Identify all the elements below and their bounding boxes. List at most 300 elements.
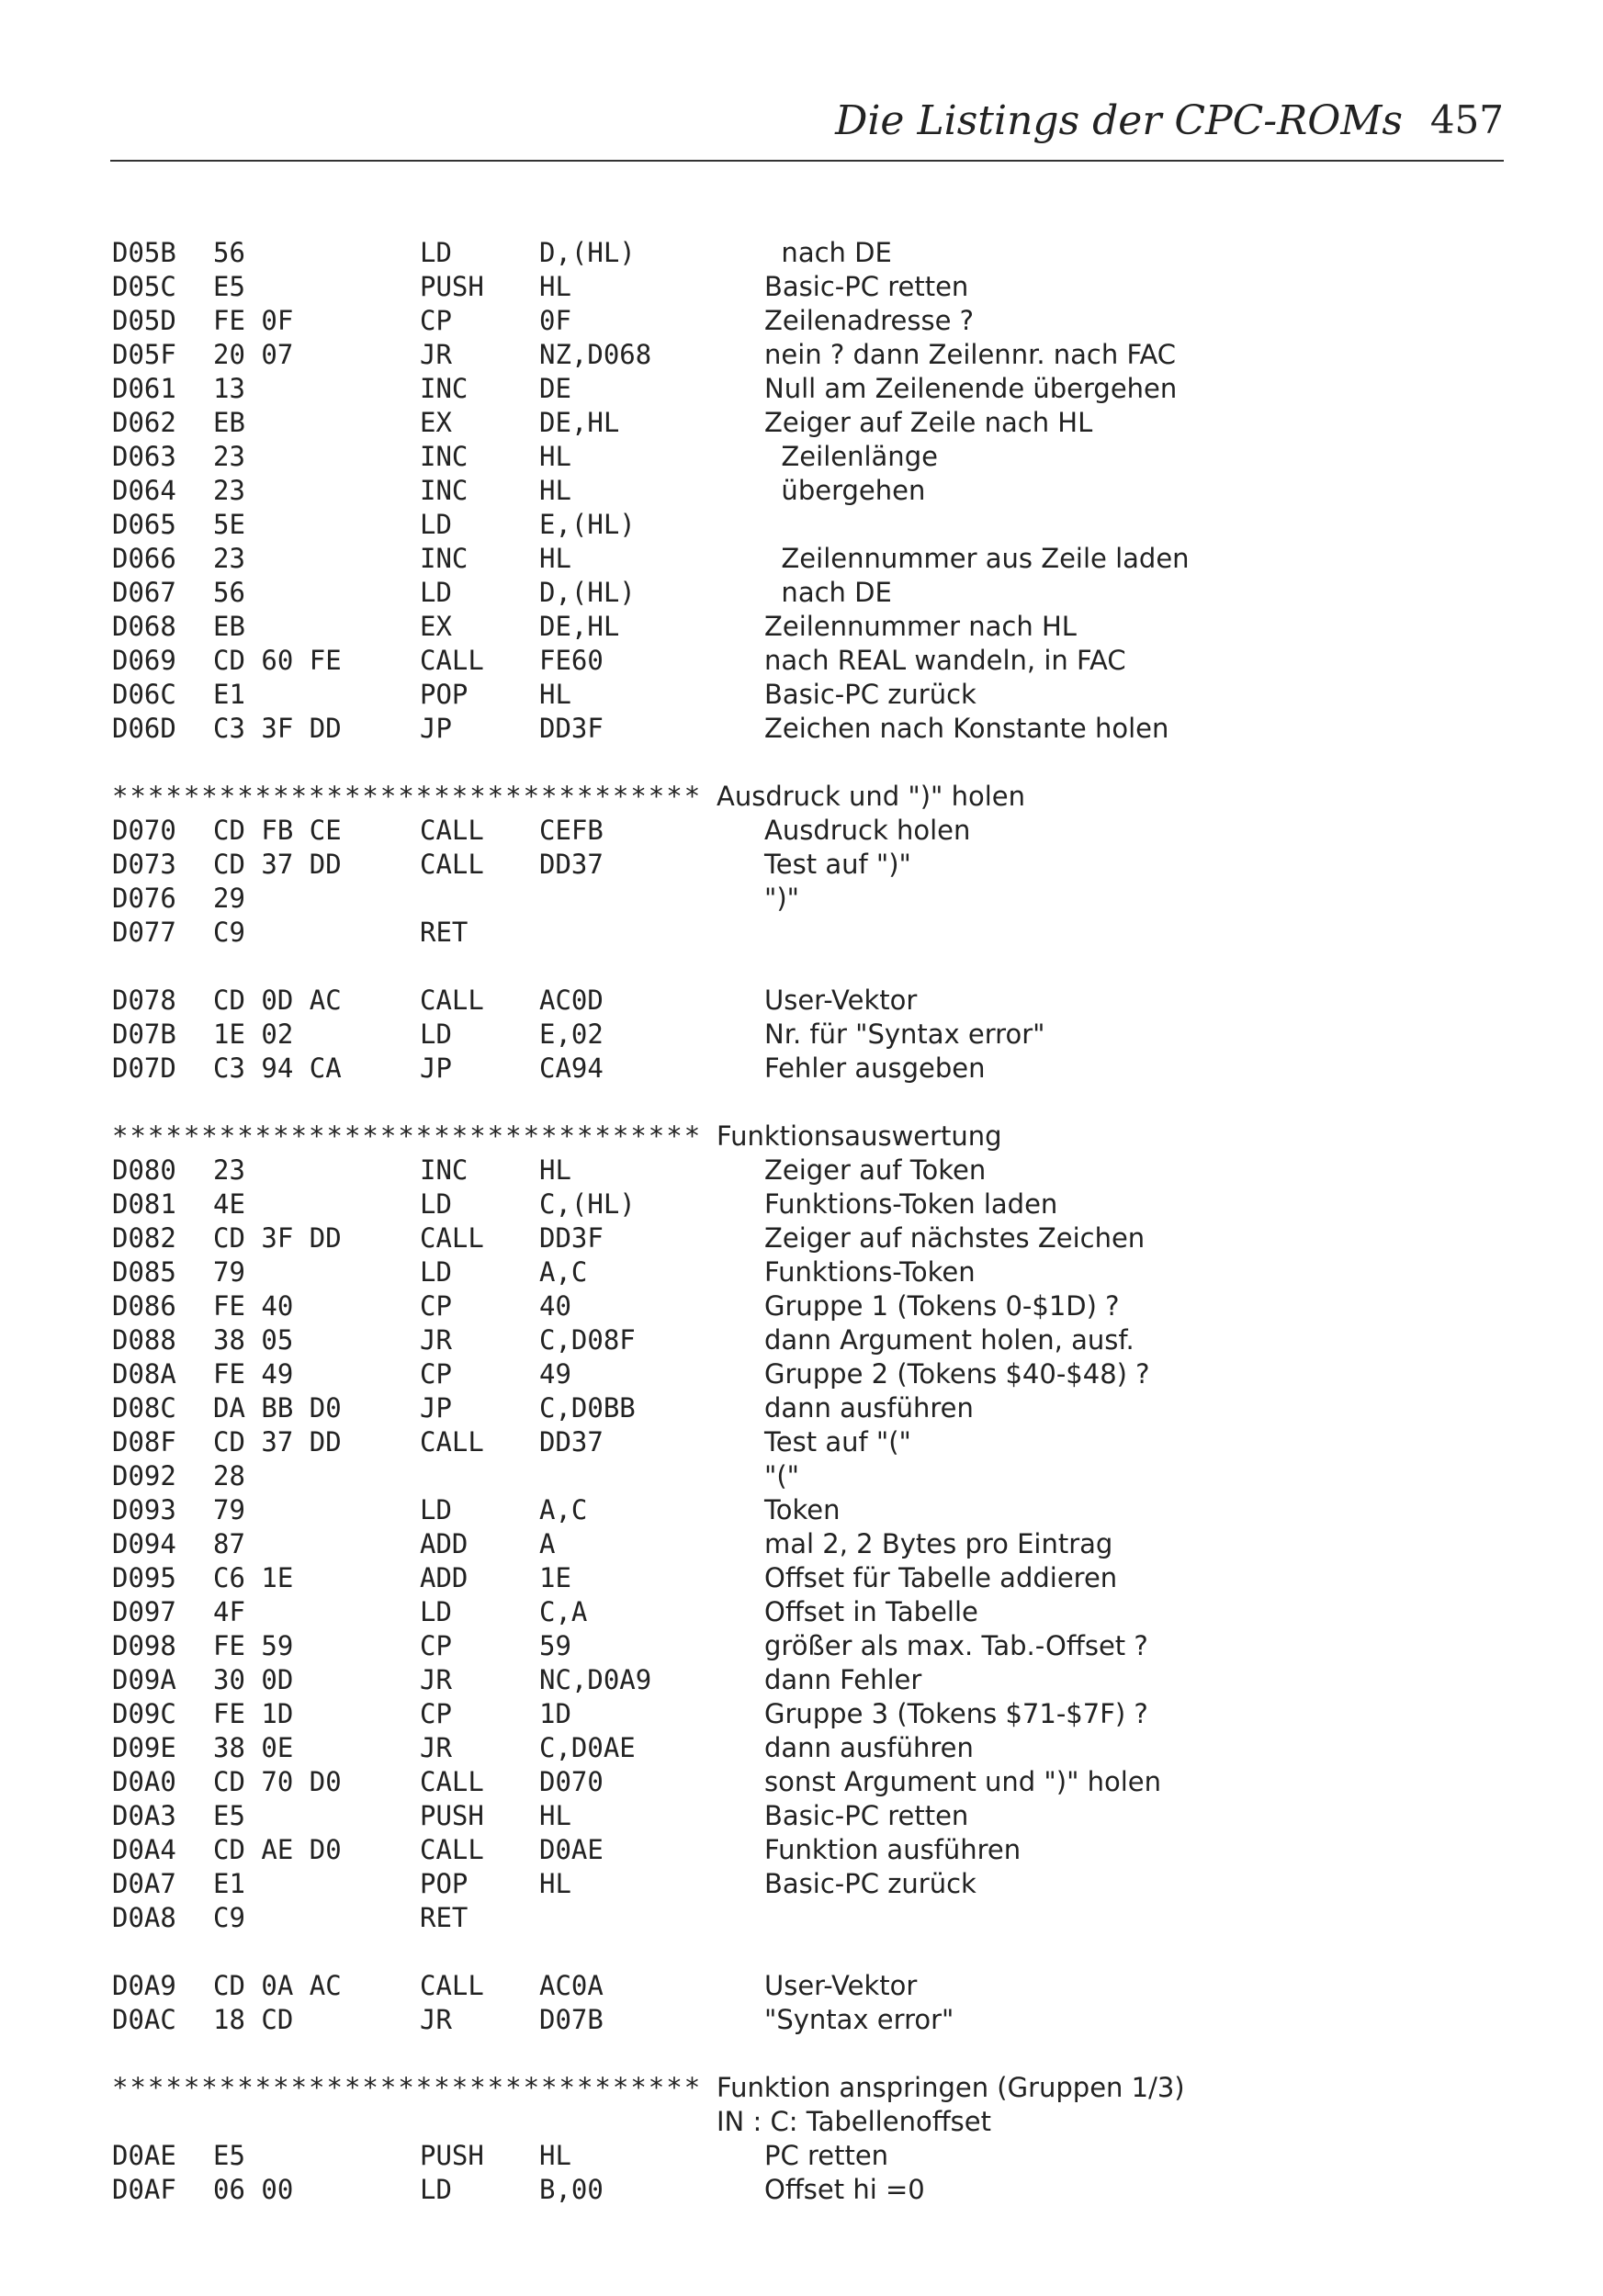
opcode-bytes: 56 [213, 237, 245, 268]
mnemonic: POP [420, 679, 468, 710]
code-line [112, 1460, 1490, 1494]
address: D09E [112, 1732, 176, 1763]
address: D05F [112, 339, 176, 370]
code-line [112, 1834, 1490, 1868]
code-line [112, 1868, 1490, 1902]
operand: C,(HL) [539, 1188, 636, 1220]
operand: AC0A [539, 1970, 604, 2001]
operand: 49 [539, 1358, 571, 1390]
opcode-bytes: 38 0E [213, 1732, 294, 1763]
comment: User-Vektor [764, 1970, 918, 2001]
mnemonic: ADD [420, 1562, 468, 1593]
opcode-bytes: 1E 02 [213, 1019, 294, 1050]
code-line [112, 1528, 1490, 1562]
blank-line [112, 1086, 1490, 1120]
address: D092 [112, 1460, 176, 1491]
mnemonic: CALL [420, 1426, 484, 1458]
address: D0A7 [112, 1868, 176, 1899]
code-line [112, 1970, 1490, 2004]
mnemonic: INC [420, 373, 468, 404]
address: D08A [112, 1358, 176, 1390]
opcode-bytes: 30 0D [213, 1664, 294, 1695]
mnemonic: CALL [420, 1766, 484, 1797]
address: D064 [112, 475, 176, 506]
comment: nach DE [764, 237, 892, 268]
code-line [112, 1698, 1490, 1732]
address: D073 [112, 849, 176, 880]
comment: Ausdruck holen [764, 815, 971, 846]
code-line [112, 1324, 1490, 1358]
address: D070 [112, 815, 176, 846]
blank-line [112, 1936, 1490, 1970]
comment: Zeiger auf nächstes Zeichen [764, 1222, 1146, 1254]
comment: "(" [764, 1460, 799, 1491]
page-number: 457 [1429, 97, 1504, 142]
operand: NZ,D068 [539, 339, 652, 370]
address: D077 [112, 917, 176, 948]
address: D09C [112, 1698, 176, 1729]
code-line [112, 441, 1490, 475]
address: D05B [112, 237, 176, 268]
opcode-bytes: EB [213, 611, 245, 642]
mnemonic: INC [420, 441, 468, 472]
mnemonic: PUSH [420, 2140, 484, 2171]
comment: Offset in Tabelle [764, 1596, 978, 1627]
operand: HL [539, 543, 571, 574]
opcode-bytes: C6 1E [213, 1562, 294, 1593]
opcode-bytes: E5 [213, 1800, 245, 1831]
comment: Zeilenadresse ? [764, 305, 975, 336]
operand: HL [539, 441, 571, 472]
mnemonic: LD [420, 509, 452, 540]
separator-stars: ********************************* [112, 781, 703, 812]
mnemonic: ADD [420, 1528, 468, 1559]
operand: DE [539, 373, 571, 404]
comment: Zeiger auf Zeile nach HL [764, 407, 1093, 438]
code-line [112, 1902, 1490, 1936]
address: D065 [112, 509, 176, 540]
opcode-bytes: 28 [213, 1460, 245, 1491]
opcode-bytes: 56 [213, 577, 245, 608]
operand: D07B [539, 2004, 604, 2035]
operand: DD37 [539, 1426, 604, 1458]
mnemonic: LD [420, 1256, 452, 1288]
opcode-bytes: 4F [213, 1596, 245, 1627]
code-line [112, 645, 1490, 679]
code-line [112, 1052, 1490, 1086]
code-line [112, 679, 1490, 713]
comment: PC retten [764, 2140, 889, 2171]
code-line [112, 1256, 1490, 1290]
code-line [112, 1596, 1490, 1630]
code-line [112, 305, 1490, 339]
code-line [112, 543, 1490, 577]
mnemonic: PUSH [420, 1800, 484, 1831]
opcode-bytes: 4E [213, 1188, 245, 1220]
comment: sonst Argument und ")" holen [764, 1766, 1162, 1797]
operand: E,(HL) [539, 509, 636, 540]
comment: Gruppe 1 (Tokens 0-$1D) ? [764, 1290, 1120, 1322]
opcode-bytes: FE 59 [213, 1630, 294, 1661]
comment: dann ausführen [764, 1392, 974, 1424]
code-line [112, 985, 1490, 1019]
address: D09A [112, 1664, 176, 1695]
comment: Zeilennummer nach HL [764, 611, 1077, 642]
operand: HL [539, 475, 571, 506]
comment: dann Fehler [764, 1664, 922, 1695]
mnemonic: JP [420, 1392, 452, 1424]
operand: D0AE [539, 1834, 604, 1865]
operand: DD37 [539, 849, 604, 880]
comment: Fehler ausgeben [764, 1052, 986, 1084]
code-line [112, 237, 1490, 271]
opcode-bytes: C9 [213, 917, 245, 948]
address: D06D [112, 713, 176, 744]
operand: B,00 [539, 2174, 604, 2205]
mnemonic: CALL [420, 849, 484, 880]
mnemonic: JP [420, 1052, 452, 1084]
section-subheading-line [112, 2106, 1490, 2140]
operand: C,D0AE [539, 1732, 636, 1763]
mnemonic: CP [420, 1698, 452, 1729]
operand: C,D08F [539, 1324, 636, 1356]
address: D0A0 [112, 1766, 176, 1797]
code-line [112, 1630, 1490, 1664]
address: D062 [112, 407, 176, 438]
mnemonic: PUSH [420, 271, 484, 302]
comment: dann Argument holen, ausf. [764, 1324, 1135, 1356]
opcode-bytes: FE 49 [213, 1358, 294, 1390]
comment: größer als max. Tab.-Offset ? [764, 1630, 1148, 1661]
operand: HL [539, 1868, 571, 1899]
comment: Funktions-Token [764, 1256, 976, 1288]
header-title: Die Listings der CPC-ROMs [835, 97, 1403, 144]
address: D082 [112, 1222, 176, 1254]
opcode-bytes: E1 [213, 679, 245, 710]
opcode-bytes: 23 [213, 543, 245, 574]
address: D061 [112, 373, 176, 404]
mnemonic: INC [420, 543, 468, 574]
code-line [112, 1732, 1490, 1766]
address: D0A9 [112, 1970, 176, 2001]
section-heading: Funktion anspringen (Gruppen 1/3) [717, 2072, 1185, 2103]
code-line [112, 1426, 1490, 1460]
address: D066 [112, 543, 176, 574]
code-line [112, 577, 1490, 611]
opcode-bytes: CD FB CE [213, 815, 342, 846]
opcode-bytes: CD 3F DD [213, 1222, 342, 1254]
mnemonic: LD [420, 1596, 452, 1627]
code-line [112, 1019, 1490, 1052]
address: D069 [112, 645, 176, 676]
mnemonic: JR [420, 339, 452, 370]
mnemonic: RET [420, 917, 468, 948]
address: D0AC [112, 2004, 176, 2035]
operand: A,C [539, 1256, 588, 1288]
operand: NC,D0A9 [539, 1664, 652, 1695]
operand: HL [539, 2140, 571, 2171]
address: D098 [112, 1630, 176, 1661]
opcode-bytes: FE 0F [213, 305, 294, 336]
mnemonic: CALL [420, 1834, 484, 1865]
code-line [112, 1800, 1490, 1834]
opcode-bytes: E1 [213, 1868, 245, 1899]
code-line [112, 713, 1490, 747]
address: D078 [112, 985, 176, 1016]
address: D05D [112, 305, 176, 336]
operand: E,02 [539, 1019, 604, 1050]
opcode-bytes: FE 1D [213, 1698, 294, 1729]
code-line [112, 1222, 1490, 1256]
comment: "Syntax error" [764, 2004, 954, 2035]
address: D085 [112, 1256, 176, 1288]
address: D0A3 [112, 1800, 176, 1831]
operand: DE,HL [539, 611, 620, 642]
address: D086 [112, 1290, 176, 1322]
code-line [112, 2004, 1490, 2038]
mnemonic: CALL [420, 1970, 484, 2001]
opcode-bytes: C9 [213, 1902, 245, 1933]
address: D08C [112, 1392, 176, 1424]
code-line [112, 509, 1490, 543]
opcode-bytes: 23 [213, 1154, 245, 1186]
address: D08F [112, 1426, 176, 1458]
comment: Funktion ausführen [764, 1834, 1022, 1865]
operand: C,A [539, 1596, 588, 1627]
comment: Nr. für "Syntax error" [764, 1019, 1045, 1050]
mnemonic: CP [420, 305, 452, 336]
code-line [112, 373, 1490, 407]
address: D097 [112, 1596, 176, 1627]
address: D0AF [112, 2174, 176, 2205]
operand: C,D0BB [539, 1392, 636, 1424]
opcode-bytes: 79 [213, 1494, 245, 1525]
comment: User-Vektor [764, 985, 918, 1016]
comment: nach REAL wandeln, in FAC [764, 645, 1126, 676]
code-line [112, 2174, 1490, 2208]
opcode-bytes: 87 [213, 1528, 245, 1559]
code-line [112, 1664, 1490, 1698]
opcode-bytes: CD 60 FE [213, 645, 342, 676]
address: D05C [112, 271, 176, 302]
code-line [112, 1494, 1490, 1528]
opcode-bytes: C3 3F DD [213, 713, 342, 744]
comment: mal 2, 2 Bytes pro Eintrag [764, 1528, 1113, 1559]
code-line [112, 407, 1490, 441]
operand: 1D [539, 1698, 571, 1729]
operand: A,C [539, 1494, 588, 1525]
operand: 59 [539, 1630, 571, 1661]
mnemonic: CP [420, 1630, 452, 1661]
address: D0A8 [112, 1902, 176, 1933]
operand: CA94 [539, 1052, 604, 1084]
assembly-listing [112, 237, 1490, 2208]
mnemonic: INC [420, 1154, 468, 1186]
opcode-bytes: 20 07 [213, 339, 294, 370]
header-rule [110, 160, 1504, 162]
section-header [112, 781, 1490, 815]
opcode-bytes: CD 37 DD [213, 1426, 342, 1458]
comment: Test auf ")" [764, 849, 911, 880]
mnemonic: CP [420, 1290, 452, 1322]
opcode-bytes: 5E [213, 509, 245, 540]
blank-line [112, 2038, 1490, 2072]
mnemonic: LD [420, 577, 452, 608]
code-line [112, 1562, 1490, 1596]
operand: D,(HL) [539, 577, 636, 608]
comment: nach DE [764, 577, 892, 608]
comment: Zeichen nach Konstante holen [764, 713, 1169, 744]
opcode-bytes: E5 [213, 2140, 245, 2171]
mnemonic: JP [420, 713, 452, 744]
address: D095 [112, 1562, 176, 1593]
operand: 1E [539, 1562, 571, 1593]
address: D063 [112, 441, 176, 472]
comment: Zeiger auf Token [764, 1154, 987, 1186]
mnemonic: JR [420, 1732, 452, 1763]
comment: Basic-PC zurück [764, 1868, 976, 1899]
address: D06C [112, 679, 176, 710]
code-line [112, 1154, 1490, 1188]
address: D0A4 [112, 1834, 176, 1865]
address: D067 [112, 577, 176, 608]
comment: Test auf "(" [764, 1426, 911, 1458]
section-heading: Ausdruck und ")" holen [717, 781, 1025, 812]
operand: DE,HL [539, 407, 620, 438]
code-line [112, 1188, 1490, 1222]
code-line [112, 339, 1490, 373]
address: D093 [112, 1494, 176, 1525]
operand: 0F [539, 305, 571, 336]
comment: Token [764, 1494, 841, 1525]
opcode-bytes: 18 CD [213, 2004, 294, 2035]
opcode-bytes: 06 00 [213, 2174, 294, 2205]
operand: HL [539, 1800, 571, 1831]
mnemonic: RET [420, 1902, 468, 1933]
address: D081 [112, 1188, 176, 1220]
opcode-bytes: CD 0A AC [213, 1970, 342, 2001]
comment: Basic-PC retten [764, 271, 969, 302]
mnemonic: CALL [420, 985, 484, 1016]
mnemonic: JR [420, 2004, 452, 2035]
opcode-bytes: CD 0D AC [213, 985, 342, 1016]
operand: HL [539, 271, 571, 302]
mnemonic: CALL [420, 645, 484, 676]
opcode-bytes: CD AE D0 [213, 1834, 342, 1865]
code-line [112, 849, 1490, 883]
mnemonic: LD [420, 237, 452, 268]
comment: Null am Zeilenende übergehen [764, 373, 1178, 404]
opcode-bytes: 38 05 [213, 1324, 294, 1356]
opcode-bytes: FE 40 [213, 1290, 294, 1322]
mnemonic: CALL [420, 1222, 484, 1254]
operand: DD3F [539, 1222, 604, 1254]
mnemonic: LD [420, 1188, 452, 1220]
code-line [112, 1392, 1490, 1426]
separator-stars: ********************************* [112, 1120, 703, 1152]
operand: D,(HL) [539, 237, 636, 268]
code-line [112, 611, 1490, 645]
address: D076 [112, 883, 176, 914]
code-line [112, 917, 1490, 951]
code-line [112, 475, 1490, 509]
opcode-bytes: CD 70 D0 [213, 1766, 342, 1797]
address: D094 [112, 1528, 176, 1559]
mnemonic: LD [420, 1494, 452, 1525]
blank-line [112, 951, 1490, 985]
operand: HL [539, 679, 571, 710]
opcode-bytes: 79 [213, 1256, 245, 1288]
mnemonic: CP [420, 1358, 452, 1390]
operand: D070 [539, 1766, 604, 1797]
mnemonic: EX [420, 611, 452, 642]
comment: Zeilennummer aus Zeile laden [764, 543, 1190, 574]
mnemonic: JR [420, 1324, 452, 1356]
comment: übergehen [764, 475, 926, 506]
comment: Basic-PC retten [764, 1800, 969, 1831]
address: D068 [112, 611, 176, 642]
mnemonic: EX [420, 407, 452, 438]
opcode-bytes: 29 [213, 883, 245, 914]
code-line [112, 1290, 1490, 1324]
opcode-bytes: DA BB D0 [213, 1392, 342, 1424]
mnemonic: LD [420, 1019, 452, 1050]
comment: nein ? dann Zeilennr. nach FAC [764, 339, 1177, 370]
mnemonic: CALL [420, 815, 484, 846]
operand: DD3F [539, 713, 604, 744]
operand: CEFB [539, 815, 604, 846]
opcode-bytes: 23 [213, 475, 245, 506]
code-line [112, 1358, 1490, 1392]
address: D0AE [112, 2140, 176, 2171]
opcode-bytes: 13 [213, 373, 245, 404]
code-line [112, 2140, 1490, 2174]
code-line [112, 815, 1490, 849]
blank-line [112, 747, 1490, 781]
opcode-bytes: C3 94 CA [213, 1052, 342, 1084]
comment: ")" [764, 883, 799, 914]
operand: AC0D [539, 985, 604, 1016]
code-line [112, 271, 1490, 305]
operand: FE60 [539, 645, 604, 676]
opcode-bytes: EB [213, 407, 245, 438]
opcode-bytes: CD 37 DD [213, 849, 342, 880]
comment: Zeilenlänge [764, 441, 938, 472]
comment: Gruppe 3 (Tokens $71-$7F) ? [764, 1698, 1148, 1729]
operand: HL [539, 1154, 571, 1186]
comment: Basic-PC zurück [764, 679, 976, 710]
comment: dann ausführen [764, 1732, 974, 1763]
opcode-bytes: 23 [213, 441, 245, 472]
running-header [110, 94, 1504, 158]
opcode-bytes: E5 [213, 271, 245, 302]
address: D080 [112, 1154, 176, 1186]
comment: Funktions-Token laden [764, 1188, 1058, 1220]
section-subheading: IN : C: Tabellenoffset [717, 2106, 992, 2137]
code-line [112, 1766, 1490, 1800]
address: D088 [112, 1324, 176, 1356]
operand: 40 [539, 1290, 571, 1322]
mnemonic: JR [420, 1664, 452, 1695]
separator-stars: ********************************* [112, 2072, 703, 2103]
address: D07B [112, 1019, 176, 1050]
section-header [112, 2072, 1490, 2106]
comment: Gruppe 2 (Tokens $40-$48) ? [764, 1358, 1150, 1390]
comment: Offset hi =0 [764, 2174, 925, 2205]
section-header [112, 1120, 1490, 1154]
address: D07D [112, 1052, 176, 1084]
mnemonic: LD [420, 2174, 452, 2205]
